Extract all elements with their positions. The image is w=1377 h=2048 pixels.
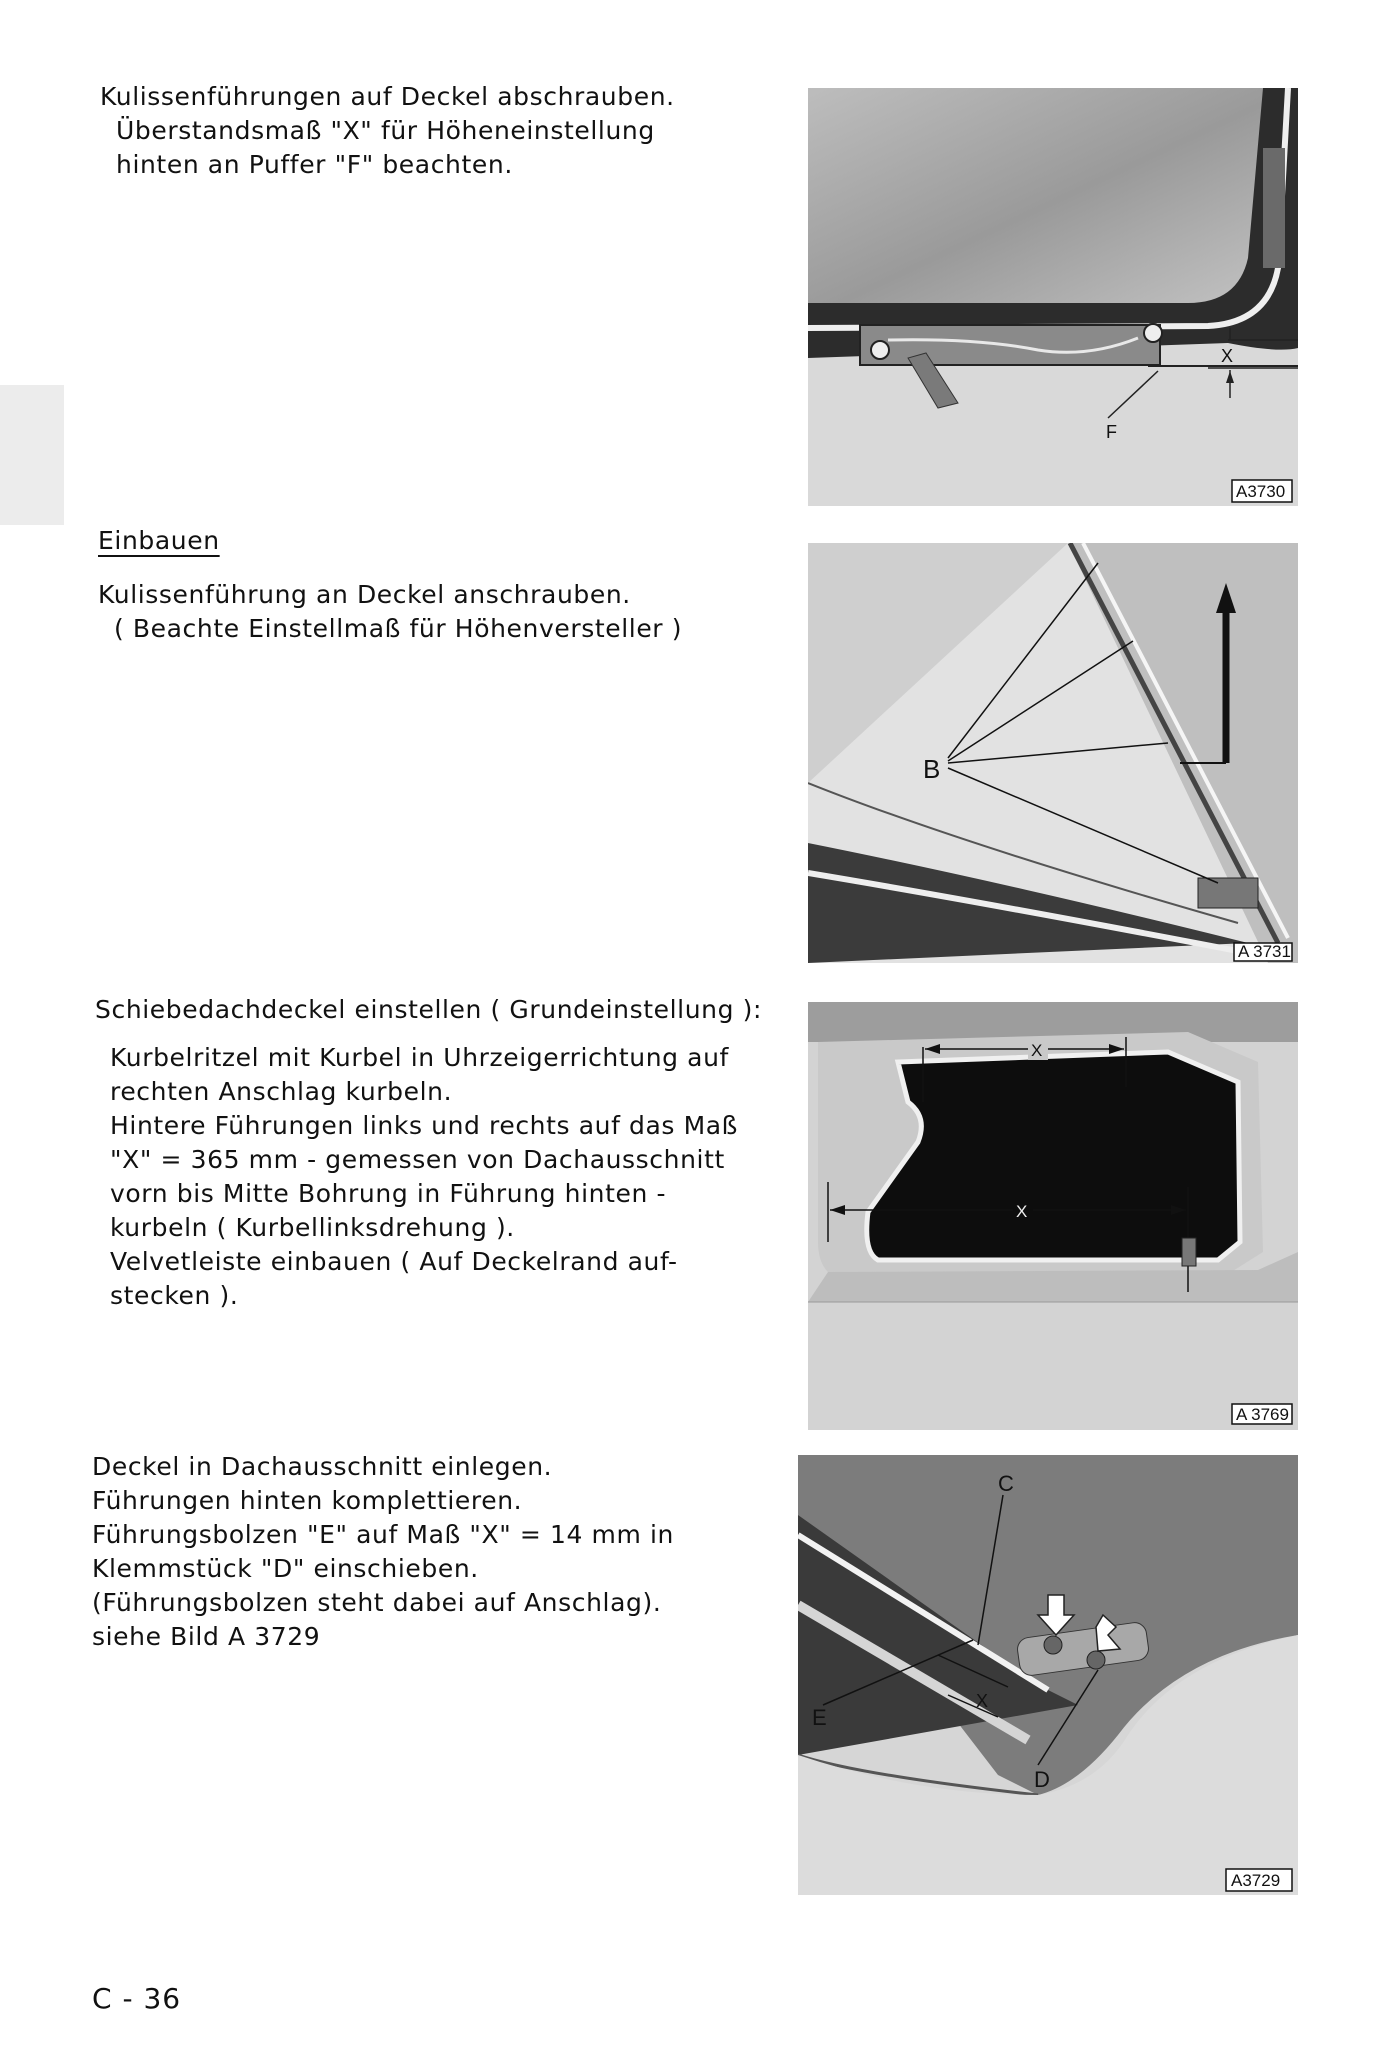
text-line: hinten an Puffer "F" beachten. — [116, 150, 513, 179]
text-line: (Führungsbolzen steht dabei auf Anschlag). — [92, 1588, 662, 1617]
figure-label: A 3769 — [1236, 1405, 1289, 1424]
figure-a3731-photo — [808, 543, 1298, 963]
figure-label: A3729 — [1231, 1871, 1281, 1890]
callout-x: X — [976, 1691, 989, 1711]
figure-a3729-photo — [798, 1455, 1298, 1895]
callout-x-bottom: X — [1016, 1202, 1028, 1221]
text-line: ( Beachte Einstellmaß für Höhenversteller ) — [114, 614, 683, 643]
section-3-text — [110, 1041, 738, 1313]
margin-tab-mark — [0, 385, 64, 525]
text-line: Klemmstück "D" einschieben. — [92, 1554, 479, 1583]
text-line: Führungsbolzen "E" auf Maß "X" = 14 mm in — [92, 1520, 674, 1549]
text-line: Hintere Führungen links und rechts auf das Maß — [110, 1111, 739, 1140]
text-line: siehe Bild A 3729 — [92, 1622, 321, 1651]
text-line: Velvetleiste einbauen ( Auf Deckelrand auf- — [110, 1247, 678, 1276]
section-1-text — [100, 80, 675, 182]
figure-a3730-photo — [808, 88, 1298, 506]
text-line: Führungen hinten komplettieren. — [92, 1486, 523, 1515]
callout-f: F — [1106, 422, 1117, 442]
section-4-text — [92, 1450, 674, 1654]
section-heading-einbauen: Einbauen — [98, 526, 220, 555]
text-line: Deckel in Dachausschnitt einlegen. — [92, 1452, 553, 1481]
callout-x: X — [1221, 346, 1234, 366]
callout-d: D — [1034, 1767, 1050, 1792]
text-line: stecken ). — [110, 1281, 239, 1310]
page-number: C - 36 — [92, 1982, 182, 2015]
text-line: Überstandsmaß "X" für Höheneinstellung — [116, 116, 655, 145]
callout-c: C — [998, 1471, 1014, 1496]
text-line: kurbeln ( Kurbellinksdrehung ). — [110, 1213, 515, 1242]
text-line: "X" = 365 mm - gemessen von Dachausschnitt — [110, 1145, 725, 1174]
callout-x-top: X — [1031, 1041, 1043, 1060]
figure-a3769-photo — [808, 1002, 1298, 1430]
callout-b: B — [923, 754, 941, 784]
section-3-heading: Schiebedachdeckel einstellen ( Grundeinstellung ): — [95, 995, 762, 1024]
text-line: rechten Anschlag kurbeln. — [110, 1077, 453, 1106]
text-line: vorn bis Mitte Bohrung in Führung hinten - — [110, 1179, 667, 1208]
callout-e: E — [812, 1705, 827, 1730]
text-line: Kurbelritzel mit Kurbel in Uhrzeigerrichtung auf — [110, 1043, 729, 1072]
figure-label: A3730 — [1236, 482, 1286, 501]
section-2-text — [98, 578, 682, 646]
text-line: Kulissenführungen auf Deckel abschrauben. — [100, 82, 675, 111]
text-line: Kulissenführung an Deckel anschrauben. — [98, 580, 631, 609]
figure-label: A 3731 — [1238, 942, 1291, 961]
